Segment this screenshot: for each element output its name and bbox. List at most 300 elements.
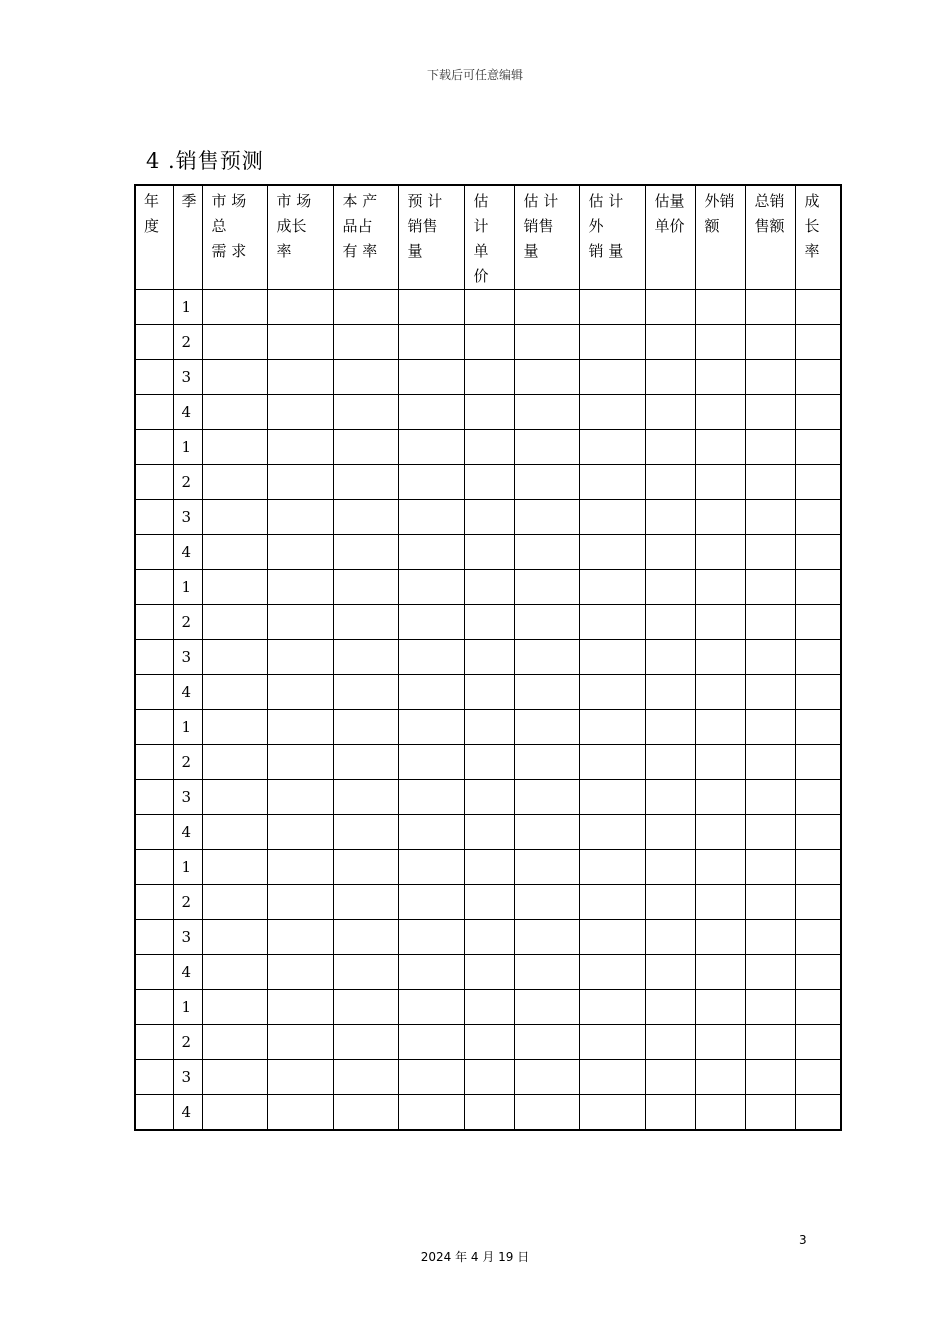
table-cell-estimated-export-volume	[579, 955, 645, 990]
table-row	[135, 325, 841, 360]
table-cell-market-total-demand	[202, 885, 267, 920]
table-cell-projected-sales-volume	[398, 815, 464, 850]
table-cell-year	[135, 640, 173, 675]
table-cell-projected-sales-volume	[398, 780, 464, 815]
table-cell-year	[135, 815, 173, 850]
table-cell-estimated-volume-unit-price	[645, 780, 695, 815]
table-cell-estimated-unit-price	[464, 885, 514, 920]
table-cell-year	[135, 920, 173, 955]
table-cell-projected-sales-volume	[398, 325, 464, 360]
table-cell-growth-rate	[795, 500, 841, 535]
table-cell-export-amount	[695, 500, 745, 535]
quarter-cell: 2	[173, 1025, 202, 1060]
table-cell-market-total-demand	[202, 640, 267, 675]
table-cell-export-amount	[695, 780, 745, 815]
table-cell-market-growth-rate	[267, 955, 333, 990]
table-cell-market-growth-rate	[267, 745, 333, 780]
table-cell-estimated-sales-volume	[514, 465, 579, 500]
table-cell-estimated-export-volume	[579, 885, 645, 920]
table-cell-market-growth-rate	[267, 500, 333, 535]
quarter-cell: 3	[173, 920, 202, 955]
table-cell-estimated-export-volume	[579, 745, 645, 780]
table-cell-estimated-volume-unit-price	[645, 990, 695, 1025]
table-row	[135, 990, 841, 1025]
table-cell-estimated-unit-price	[464, 955, 514, 990]
table-cell-total-sales-amount	[745, 500, 795, 535]
footer-date: 2024 年 4 月 19 日	[420, 1250, 530, 1264]
table-cell-estimated-export-volume	[579, 430, 645, 465]
table-cell-year	[135, 430, 173, 465]
quarter-cell: 1	[173, 990, 202, 1025]
table-cell-total-sales-amount	[745, 885, 795, 920]
column-header-label: 年 度	[144, 192, 160, 235]
table-cell-estimated-volume-unit-price	[645, 535, 695, 570]
table-cell-estimated-sales-volume	[514, 815, 579, 850]
column-header-label: 估 计 单 价	[473, 192, 489, 285]
table-cell-estimated-volume-unit-price	[645, 605, 695, 640]
table-cell-year	[135, 605, 173, 640]
table-cell-market-total-demand	[202, 675, 267, 710]
table-cell-export-amount	[695, 920, 745, 955]
quarter-cell: 2	[173, 465, 202, 500]
table-cell-export-amount	[695, 1025, 745, 1060]
table-row	[135, 815, 841, 850]
table-cell-market-growth-rate	[267, 780, 333, 815]
table-cell-year	[135, 360, 173, 395]
quarter-cell: 4	[173, 955, 202, 990]
table-cell-market-growth-rate	[267, 885, 333, 920]
column-header-total-sales-amount	[745, 185, 795, 290]
table-cell-market-total-demand	[202, 605, 267, 640]
table-cell-product-share	[333, 745, 398, 780]
table-row	[135, 465, 841, 500]
table-cell-estimated-volume-unit-price	[645, 745, 695, 780]
table-row	[135, 920, 841, 955]
table-cell-year	[135, 1095, 173, 1131]
table-cell-estimated-volume-unit-price	[645, 325, 695, 360]
table-cell-market-growth-rate	[267, 640, 333, 675]
table-cell-growth-rate	[795, 605, 841, 640]
table-cell-market-growth-rate	[267, 395, 333, 430]
table-header-row	[135, 185, 841, 290]
table-cell-total-sales-amount	[745, 780, 795, 815]
table-cell-year	[135, 990, 173, 1025]
table-cell-estimated-volume-unit-price	[645, 1025, 695, 1060]
table-cell-estimated-export-volume	[579, 1060, 645, 1095]
table-cell-estimated-sales-volume	[514, 570, 579, 605]
table-cell-export-amount	[695, 1095, 745, 1131]
table-cell-total-sales-amount	[745, 850, 795, 885]
table-cell-market-total-demand	[202, 780, 267, 815]
table-cell-growth-rate	[795, 360, 841, 395]
header-note: 下载后可任意编辑	[426, 68, 523, 82]
table-cell-estimated-unit-price	[464, 675, 514, 710]
quarter-cell: 2	[173, 605, 202, 640]
table-cell-total-sales-amount	[745, 360, 795, 395]
table-cell-projected-sales-volume	[398, 430, 464, 465]
table-cell-estimated-volume-unit-price	[645, 850, 695, 885]
table-cell-projected-sales-volume	[398, 710, 464, 745]
table-cell-projected-sales-volume	[398, 465, 464, 500]
column-header-estimated-volume-unit-price	[645, 185, 695, 290]
table-row	[135, 885, 841, 920]
table-cell-market-growth-rate	[267, 325, 333, 360]
table-row	[135, 500, 841, 535]
column-header-projected-sales-volume	[398, 185, 464, 290]
table-cell-total-sales-amount	[745, 325, 795, 360]
table-cell-estimated-unit-price	[464, 1060, 514, 1095]
table-cell-estimated-export-volume	[579, 640, 645, 675]
table-cell-estimated-sales-volume	[514, 675, 579, 710]
table-cell-estimated-export-volume	[579, 675, 645, 710]
table-cell-product-share	[333, 1060, 398, 1095]
table-cell-estimated-sales-volume	[514, 325, 579, 360]
table-cell-estimated-unit-price	[464, 360, 514, 395]
table-cell-market-total-demand	[202, 325, 267, 360]
table-cell-estimated-unit-price	[464, 1025, 514, 1060]
table-cell-year	[135, 570, 173, 605]
table-cell-total-sales-amount	[745, 675, 795, 710]
table-body	[135, 290, 841, 1131]
table-cell-market-total-demand	[202, 1060, 267, 1095]
table-cell-year	[135, 325, 173, 360]
table-cell-market-total-demand	[202, 1025, 267, 1060]
table-cell-projected-sales-volume	[398, 395, 464, 430]
table-cell-total-sales-amount	[745, 430, 795, 465]
table-cell-market-total-demand	[202, 430, 267, 465]
page-number: 3	[799, 1233, 807, 1247]
table-row	[135, 955, 841, 990]
table-cell-estimated-export-volume	[579, 535, 645, 570]
table-cell-estimated-unit-price	[464, 990, 514, 1025]
column-header-label: 估 计 销售 量	[523, 192, 559, 260]
table-cell-total-sales-amount	[745, 605, 795, 640]
table-cell-projected-sales-volume	[398, 640, 464, 675]
table-cell-market-growth-rate	[267, 920, 333, 955]
column-header-estimated-export-volume	[579, 185, 645, 290]
table-cell-export-amount	[695, 990, 745, 1025]
quarter-cell: 1	[173, 290, 202, 325]
quarter-cell: 3	[173, 640, 202, 675]
table-cell-estimated-sales-volume	[514, 605, 579, 640]
table-cell-product-share	[333, 535, 398, 570]
column-header-label: 估量 单价	[654, 192, 685, 235]
table-cell-market-growth-rate	[267, 815, 333, 850]
quarter-cell: 2	[173, 885, 202, 920]
table-cell-total-sales-amount	[745, 465, 795, 500]
table-cell-export-amount	[695, 535, 745, 570]
table-cell-projected-sales-volume	[398, 955, 464, 990]
column-header-label: 市 场 总 需 求	[211, 192, 247, 260]
table-cell-estimated-export-volume	[579, 570, 645, 605]
table-cell-export-amount	[695, 570, 745, 605]
table-row	[135, 640, 841, 675]
table-cell-projected-sales-volume	[398, 675, 464, 710]
table-cell-projected-sales-volume	[398, 290, 464, 325]
table-cell-product-share	[333, 360, 398, 395]
table-cell-estimated-unit-price	[464, 640, 514, 675]
quarter-cell: 3	[173, 1060, 202, 1095]
table-cell-growth-rate	[795, 290, 841, 325]
table-row	[135, 780, 841, 815]
table-cell-export-amount	[695, 675, 745, 710]
quarter-cell: 2	[173, 745, 202, 780]
table-cell-product-share	[333, 570, 398, 605]
sales-forecast-table	[134, 184, 842, 1131]
table-cell-product-share	[333, 395, 398, 430]
table-cell-estimated-export-volume	[579, 290, 645, 325]
table-cell-product-share	[333, 990, 398, 1025]
table-cell-year	[135, 780, 173, 815]
table-cell-export-amount	[695, 850, 745, 885]
table-cell-projected-sales-volume	[398, 1095, 464, 1131]
quarter-cell: 4	[173, 395, 202, 430]
table-cell-market-total-demand	[202, 920, 267, 955]
table-cell-estimated-unit-price	[464, 570, 514, 605]
table-cell-growth-rate	[795, 990, 841, 1025]
table-cell-growth-rate	[795, 675, 841, 710]
table-cell-estimated-unit-price	[464, 745, 514, 780]
table-cell-estimated-volume-unit-price	[645, 500, 695, 535]
table-cell-growth-rate	[795, 1095, 841, 1131]
table-cell-estimated-sales-volume	[514, 395, 579, 430]
table-row	[135, 675, 841, 710]
table-cell-market-total-demand	[202, 570, 267, 605]
table-cell-market-total-demand	[202, 850, 267, 885]
table-cell-year	[135, 885, 173, 920]
quarter-cell: 4	[173, 815, 202, 850]
table-cell-estimated-sales-volume	[514, 500, 579, 535]
column-header-product-share	[333, 185, 398, 290]
table-row	[135, 430, 841, 465]
column-header-label: 季	[181, 192, 197, 210]
table-cell-product-share	[333, 1095, 398, 1131]
table-cell-estimated-sales-volume	[514, 1060, 579, 1095]
table-cell-product-share	[333, 1025, 398, 1060]
table-cell-estimated-unit-price	[464, 920, 514, 955]
table-cell-estimated-export-volume	[579, 500, 645, 535]
table-cell-market-total-demand	[202, 955, 267, 990]
quarter-cell: 3	[173, 780, 202, 815]
table-cell-market-total-demand	[202, 500, 267, 535]
table-cell-estimated-sales-volume	[514, 535, 579, 570]
table-cell-estimated-sales-volume	[514, 885, 579, 920]
quarter-cell: 4	[173, 675, 202, 710]
table-cell-estimated-volume-unit-price	[645, 570, 695, 605]
table-cell-total-sales-amount	[745, 535, 795, 570]
table-row	[135, 535, 841, 570]
table-cell-market-total-demand	[202, 1095, 267, 1131]
table-cell-estimated-export-volume	[579, 465, 645, 500]
table-cell-export-amount	[695, 885, 745, 920]
table-cell-estimated-export-volume	[579, 360, 645, 395]
section-title: 4 .销售预测	[146, 149, 264, 173]
table-cell-growth-rate	[795, 535, 841, 570]
table-cell-product-share	[333, 325, 398, 360]
table-cell-estimated-unit-price	[464, 325, 514, 360]
table-cell-market-total-demand	[202, 710, 267, 745]
table-cell-market-total-demand	[202, 745, 267, 780]
table-cell-estimated-export-volume	[579, 605, 645, 640]
quarter-cell: 1	[173, 850, 202, 885]
table-cell-estimated-volume-unit-price	[645, 430, 695, 465]
table-cell-total-sales-amount	[745, 290, 795, 325]
table-cell-market-total-demand	[202, 395, 267, 430]
table-cell-year	[135, 745, 173, 780]
table-row	[135, 1025, 841, 1060]
table-cell-export-amount	[695, 465, 745, 500]
column-header-market-growth-rate	[267, 185, 333, 290]
table-cell-estimated-sales-volume	[514, 710, 579, 745]
table-cell-estimated-unit-price	[464, 605, 514, 640]
table-cell-market-growth-rate	[267, 570, 333, 605]
table-cell-projected-sales-volume	[398, 1025, 464, 1060]
table-cell-estimated-export-volume	[579, 850, 645, 885]
table-cell-year	[135, 500, 173, 535]
table-cell-growth-rate	[795, 395, 841, 430]
table-row	[135, 570, 841, 605]
table-cell-estimated-unit-price	[464, 815, 514, 850]
table-cell-export-amount	[695, 430, 745, 465]
table-cell-product-share	[333, 850, 398, 885]
table-cell-growth-rate	[795, 745, 841, 780]
table-cell-market-growth-rate	[267, 675, 333, 710]
table-cell-market-growth-rate	[267, 1025, 333, 1060]
table-cell-estimated-volume-unit-price	[645, 360, 695, 395]
column-header-label: 市 场 成长 率	[276, 192, 312, 260]
table-cell-product-share	[333, 430, 398, 465]
table-cell-estimated-volume-unit-price	[645, 1095, 695, 1131]
table-cell-estimated-export-volume	[579, 920, 645, 955]
table-cell-product-share	[333, 465, 398, 500]
table-cell-product-share	[333, 710, 398, 745]
table-cell-total-sales-amount	[745, 1025, 795, 1060]
table-cell-total-sales-amount	[745, 990, 795, 1025]
table-cell-export-amount	[695, 955, 745, 990]
table-cell-estimated-volume-unit-price	[645, 1060, 695, 1095]
table-cell-market-total-demand	[202, 360, 267, 395]
table-cell-product-share	[333, 885, 398, 920]
table-cell-estimated-volume-unit-price	[645, 465, 695, 500]
table-cell-estimated-volume-unit-price	[645, 920, 695, 955]
table-cell-growth-rate	[795, 465, 841, 500]
quarter-cell: 1	[173, 430, 202, 465]
table-cell-growth-rate	[795, 955, 841, 990]
column-header-market-total-demand	[202, 185, 267, 290]
table-cell-growth-rate	[795, 780, 841, 815]
table-cell-estimated-volume-unit-price	[645, 290, 695, 325]
table-cell-estimated-volume-unit-price	[645, 710, 695, 745]
table-cell-year	[135, 710, 173, 745]
table-cell-projected-sales-volume	[398, 990, 464, 1025]
table-cell-export-amount	[695, 710, 745, 745]
table-cell-year	[135, 395, 173, 430]
table-cell-total-sales-amount	[745, 1095, 795, 1131]
table-cell-estimated-unit-price	[464, 465, 514, 500]
table-cell-estimated-export-volume	[579, 990, 645, 1025]
table-cell-market-growth-rate	[267, 710, 333, 745]
table-cell-total-sales-amount	[745, 640, 795, 675]
table-cell-estimated-export-volume	[579, 1095, 645, 1131]
table-cell-product-share	[333, 605, 398, 640]
table-cell-year	[135, 955, 173, 990]
table-cell-growth-rate	[795, 325, 841, 360]
table-cell-estimated-unit-price	[464, 1095, 514, 1131]
table-row	[135, 1060, 841, 1095]
table-row	[135, 710, 841, 745]
table-cell-market-total-demand	[202, 535, 267, 570]
quarter-cell: 4	[173, 1095, 202, 1131]
table-cell-year	[135, 675, 173, 710]
table-cell-growth-rate	[795, 920, 841, 955]
column-header-estimated-sales-volume	[514, 185, 579, 290]
column-header-year	[135, 185, 173, 290]
table-cell-estimated-sales-volume	[514, 955, 579, 990]
table-cell-market-growth-rate	[267, 1095, 333, 1131]
table-row	[135, 1095, 841, 1131]
table-cell-total-sales-amount	[745, 920, 795, 955]
table-cell-estimated-unit-price	[464, 395, 514, 430]
table-cell-market-growth-rate	[267, 360, 333, 395]
table-cell-market-total-demand	[202, 990, 267, 1025]
table-cell-estimated-export-volume	[579, 395, 645, 430]
table-cell-projected-sales-volume	[398, 850, 464, 885]
table-row	[135, 745, 841, 780]
table-cell-projected-sales-volume	[398, 745, 464, 780]
column-header-label: 外销 额	[704, 192, 735, 235]
quarter-cell: 4	[173, 535, 202, 570]
column-header-label: 估 计 外 销 量	[588, 192, 624, 260]
table-cell-estimated-unit-price	[464, 500, 514, 535]
table-cell-market-growth-rate	[267, 990, 333, 1025]
table-cell-estimated-unit-price	[464, 290, 514, 325]
column-header-export-amount	[695, 185, 745, 290]
table-cell-projected-sales-volume	[398, 535, 464, 570]
table-cell-estimated-volume-unit-price	[645, 815, 695, 850]
table-cell-market-total-demand	[202, 290, 267, 325]
table-cell-total-sales-amount	[745, 570, 795, 605]
table-cell-market-growth-rate	[267, 605, 333, 640]
table-cell-estimated-sales-volume	[514, 920, 579, 955]
table-cell-market-growth-rate	[267, 290, 333, 325]
quarter-cell: 2	[173, 325, 202, 360]
table-cell-total-sales-amount	[745, 815, 795, 850]
table-row	[135, 290, 841, 325]
quarter-cell: 1	[173, 710, 202, 745]
table-cell-year	[135, 535, 173, 570]
table-cell-market-growth-rate	[267, 1060, 333, 1095]
table-cell-estimated-sales-volume	[514, 360, 579, 395]
table-cell-year	[135, 465, 173, 500]
table-cell-estimated-unit-price	[464, 430, 514, 465]
table-cell-estimated-sales-volume	[514, 430, 579, 465]
table-cell-product-share	[333, 500, 398, 535]
table-cell-estimated-sales-volume	[514, 290, 579, 325]
table-cell-estimated-sales-volume	[514, 850, 579, 885]
table-cell-estimated-unit-price	[464, 850, 514, 885]
table-row	[135, 360, 841, 395]
table-cell-estimated-sales-volume	[514, 990, 579, 1025]
table-cell-export-amount	[695, 745, 745, 780]
table-cell-product-share	[333, 920, 398, 955]
table-cell-market-growth-rate	[267, 535, 333, 570]
table-cell-market-growth-rate	[267, 465, 333, 500]
table-cell-total-sales-amount	[745, 710, 795, 745]
table-cell-projected-sales-volume	[398, 570, 464, 605]
table-cell-projected-sales-volume	[398, 920, 464, 955]
quarter-cell: 3	[173, 500, 202, 535]
table-cell-estimated-sales-volume	[514, 1095, 579, 1131]
